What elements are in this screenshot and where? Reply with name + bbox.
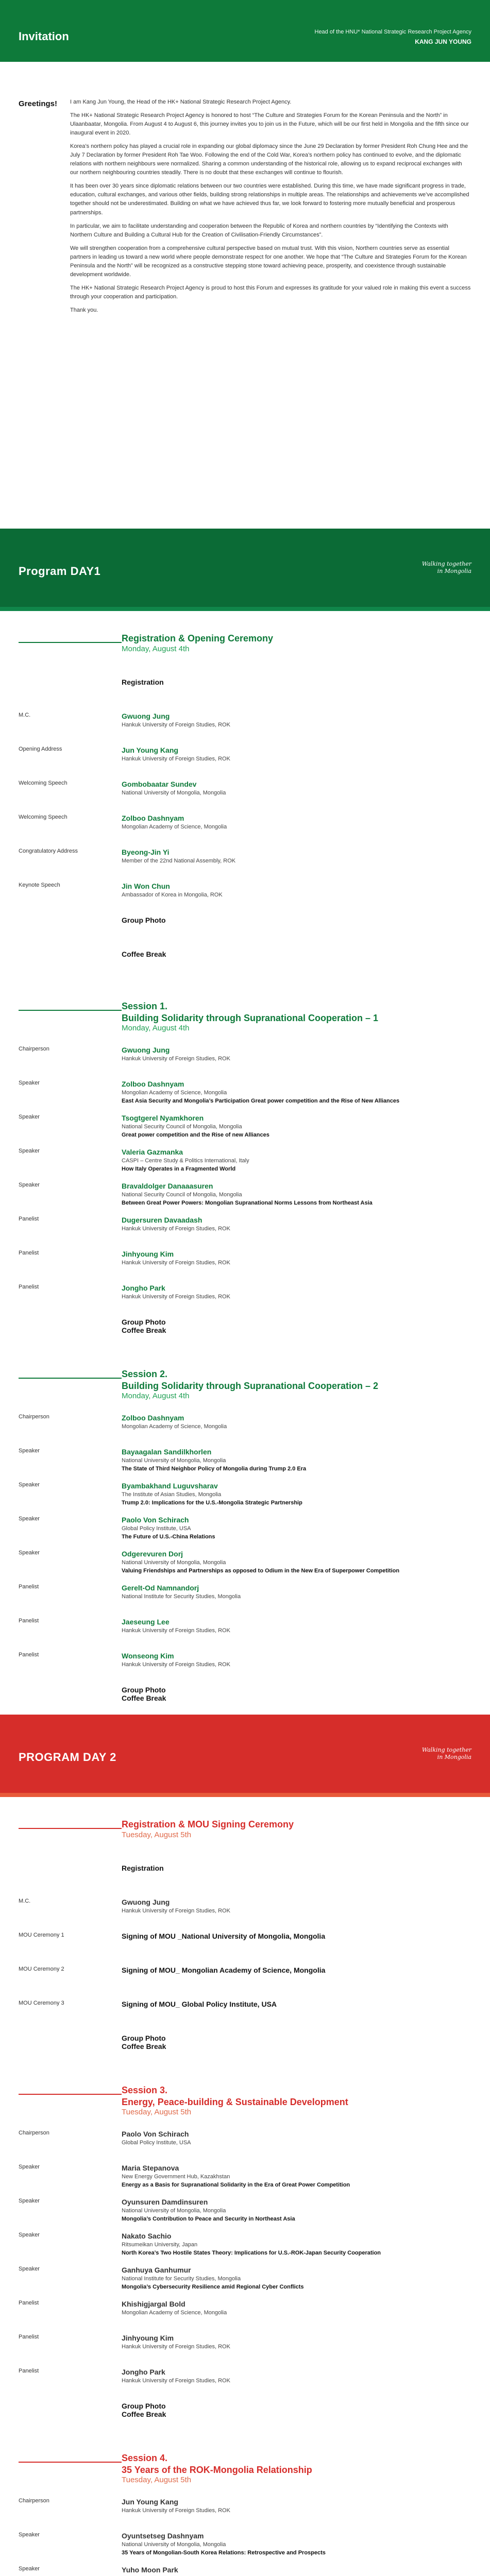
schedule-row [19,2125,471,2159]
row-role: Speaker [19,1148,40,1154]
schedule-row [19,1927,471,1961]
schedule-row [19,809,471,843]
row-content [122,1448,471,1477]
row-role: Chairperson [19,2130,49,2136]
person-name: Dugersuren Davaadash [122,1216,202,1224]
session-rule [19,2094,122,2095]
schedule-row [19,2159,471,2193]
row-role [19,1686,122,1715]
row-role: Speaker [19,1482,40,1488]
schedule-row [19,2295,471,2329]
session-header [19,1347,471,1409]
row-role: Speaker [19,2532,40,2538]
row-role: MOU Ceremony 3 [19,2000,64,2006]
session-date: Tuesday, August 5th [122,2476,192,2484]
row-role: Opening Address [19,746,62,752]
row-content [122,1516,471,1545]
row-role: Panelist [19,2300,39,2306]
schedule-row [19,1443,471,1477]
brand-tagline: Walking together in Mongolia [421,1747,471,1761]
talk-topic: The Future of U.S.-China Relations [122,1534,215,1540]
person-affiliation: Global Policy Institute, USA [122,1526,191,1532]
letter-paragraph: We will strengthen cooperation from a comprehensive cultural perspective based on mutual trust. With this vision, Northern countries serve as essential partners in leading us toward a new world where people demonstrate respect for one another. We hope that “The Culture and Strategies Forum for the Korean Peninsula and the North” will be recognized as a constructive stepping stone toward achieving peace, prosperity, and coexistence through sustainable development worldwide. [70,245,467,278]
greeting: Greetings! [19,99,58,108]
row-role: Chairperson [19,1414,49,1420]
person-affiliation: National University of Mongolia, Mongolia [122,1458,226,1464]
schedule-row [19,2193,471,2227]
row-role: Panelist [19,1250,39,1256]
person-name: Khishigjargal Bold [122,2300,185,2308]
row-content [122,814,471,843]
letter-paragraph: The HK+ National Strategic Research Project Agency is proud to host this Forum and expresses its gratitude for your valued role in making this event a success through your cooperation and participation. [70,284,471,300]
schedule-row [19,1109,471,1143]
session-title-text: Registration & Opening Ceremony [122,633,274,643]
session [0,1797,490,2063]
row-content [122,916,471,945]
letter-paragraph: I am Kang Jun Young, the Head of the HK+ National Strategic Research Project Agency. [70,99,292,105]
agenda-item: Coffee Break [122,950,166,958]
row-content [122,950,471,979]
person-name: Gombobaatar Sundev [122,780,197,788]
invitation-letter [0,62,490,529]
session-date: Tuesday, August 5th [122,2108,192,2116]
row-content [122,2300,471,2329]
row-content [122,1618,471,1647]
schedule-row [19,2363,471,2397]
agenda-item: Group Photo Coffee Break [122,2034,166,2050]
session-rule [19,642,122,643]
talk-topic: How Italy Operates in a Fragmented World [122,1166,236,1172]
row-role: Speaker [19,1550,40,1556]
schedule-row [19,2397,471,2431]
schedule-row [19,2527,471,2561]
agenda-item: Registration [122,678,164,686]
schedule-row [19,1211,471,1245]
session-title [122,1001,378,1033]
row-role: Panelist [19,1618,39,1624]
row-content [122,1966,471,1995]
row-content [122,1318,471,1347]
person-name: Oyunsuren Damdinsuren [122,2198,208,2206]
session-date: Monday, August 4th [122,1392,190,1400]
person-affiliation: Hankuk University of Foreign Studies, ROK [122,2344,230,2350]
person-name: Byambakhand Luguvsharav [122,1482,218,1490]
row-content [122,2000,471,2029]
row-content [122,848,471,877]
person-name: Jongho Park [122,2368,165,2376]
talk-topic: Valuing Friendships and Partnerships as opposed to Odium in the New Era of Superpower Competition [122,1568,400,1574]
agenda-item: Registration [122,1864,164,1872]
row-role: M.C. [19,712,31,718]
row-role: Speaker [19,2232,40,2238]
talk-topic: Between Great Power Powers: Mongolian Supranational Norms Lessons from Northeast Asia [122,1200,373,1206]
row-role: Speaker [19,1080,40,1086]
session-title-text: Session 1. Building Solidarity through Supranational Cooperation – 1 [122,1001,379,1023]
person-name: Bayaagalan Sandilkhorlen [122,1448,212,1456]
invitation-header [0,0,490,62]
letter-paragraph: It has been over 30 years since diplomatic relations between our two countries were established. During this time, we have made significant progress in trade, education, cultural exchanges, and various other fields, building strong relationships in multiple areas. The relationships and achievements we’ve accomplished together should not be underestimated. Building on what we have achieved thus far, we look forward to fostering more mutually beneficial and prosperous partnerships. [70,183,469,216]
schedule-row [19,1893,471,1927]
schedule-row [19,877,471,911]
row-role: Speaker [19,1182,40,1188]
row-content [122,1550,471,1579]
person-affiliation: National Security Council of Mongolia, Mongolia [122,1192,242,1198]
session-rule [19,2462,122,2463]
row-content [122,1652,471,1681]
row-role: Congratulatory Address [19,848,78,854]
session-title-text: Session 4. 35 Years of the ROK-Mongolia Relationship [122,2453,312,2475]
session-header [19,1797,471,1859]
schedule-row [19,1995,471,2029]
session-title [122,1819,294,1840]
person-name: Nakato Sachio [122,2232,172,2240]
row-content [122,2034,471,2063]
person-name: Zolboo Dashnyam [122,1414,184,1422]
schedule-row [19,2261,471,2295]
person-name: Yuho Moon Park [122,2566,178,2574]
person-name: Oyuntsetseg Dashnyam [122,2532,204,2540]
day-accent-bar [0,1793,490,1797]
row-content [122,2498,471,2527]
session [0,2063,490,2431]
person-affiliation: Mongolian Academy of Science, Mongolia [122,824,227,830]
schedule-row [19,1245,471,1279]
row-role: M.C. [19,1898,31,1904]
person-name: Jun Young Kang [122,2498,178,2506]
person-name: Gerelt-Od Namnandorj [122,1584,199,1592]
person-affiliation: National University of Mongolia, Mongolia [122,2541,226,2548]
person-name: Jaeseung Lee [122,1618,170,1626]
row-content [122,2532,471,2561]
person-affiliation: Ambassador of Korea in Mongolia, ROK [122,892,223,898]
row-role: Keynote Speech [19,882,60,888]
row-content [122,1932,471,1961]
session-title-text: Registration & MOU Signing Ceremony [122,1819,294,1829]
session-header [19,979,471,1041]
row-role: Chairperson [19,2498,49,2504]
person-affiliation: Hankuk University of Foreign Studies, ROK [122,1226,230,1232]
invitation-title: Invitation [19,30,69,43]
session [0,979,490,1347]
letter-paragraph: Thank you. [70,307,98,313]
session [0,2431,490,2576]
session-title [122,1368,378,1401]
row-role: Speaker [19,2198,40,2204]
row-role: Panelist [19,1216,39,1222]
talk-topic: Energy as a Basis for Supranational Solidarity in the Era of Great Power Competition [122,2182,350,2188]
talk-topic: 35 Years of Mongolian-South Korea Relations: Retrospective and Prospects [122,2550,326,2556]
schedule-row [19,1279,471,1313]
agenda-item: Group Photo Coffee Break [122,1318,166,1334]
session-rule [19,1378,122,1379]
schedule-row [19,1409,471,1443]
person-affiliation: New Energy Government Hub, Kazakhstan [122,2174,230,2180]
row-content [122,2402,471,2431]
talk-topic: East Asia Security and Mongolia’s Participation Great power competition and the Rise of New Alliances [122,1098,400,1104]
session-title [122,2452,312,2485]
schedule-row [19,1313,471,1347]
person-name: Byeong-Jin Yi [122,848,170,856]
person-name: Paolo Von Schirach [122,1516,189,1524]
talk-topic: Mongolia’s Contribution to Peace and Security in Northeast Asia [122,2216,295,2222]
person-affiliation: National Institute for Security Studies, Mongolia [122,1594,241,1600]
person-affiliation: Mongolian Academy of Science, Mongolia [122,1423,227,1430]
schedule-row [19,673,471,707]
row-content [122,1216,471,1245]
day-label: PROGRAM DAY 2 [19,1751,116,1764]
session-title [122,633,273,654]
schedule-row [19,1041,471,1075]
row-role [19,916,122,945]
schedule-row [19,1511,471,1545]
person-affiliation: National University of Mongolia, Mongolia [122,790,226,796]
row-role [19,2402,122,2431]
person-name: Ganhuya Ganhumur [122,2266,191,2274]
person-affiliation: Hankuk University of Foreign Studies, ROK [122,1628,230,1634]
schedule-row [19,1681,471,1715]
person-name: Jinhyoung Kim [122,2334,174,2342]
schedule-row [19,741,471,775]
person-affiliation: Hankuk University of Foreign Studies, ROK [122,1260,230,1266]
row-content [122,2164,471,2193]
row-content [122,2566,471,2576]
person-name: Valeria Gazmanka [122,1148,183,1156]
person-name: Bravaldolger Danaaasuren [122,1182,213,1190]
talk-topic: North Korea’s Two Hostile States Theory: Implications for U.S.-ROK-Japan Security Cooperation [122,2250,381,2256]
day-banner [0,529,490,611]
schedule-row [19,1961,471,1995]
host-name: KANG JUN YOUNG [415,38,471,45]
person-affiliation: National Institute for Security Studies, Mongolia [122,2276,241,2282]
person-name: Gwuong Jung [122,1046,170,1054]
host-organization: Head of the HNU* National Strategic Research Project Agency [314,29,471,35]
person-affiliation: Global Policy Institute, USA [122,2140,191,2146]
row-role: Panelist [19,1284,39,1290]
person-name: Jin Won Chun [122,882,170,890]
person-name: Tsogtgerel Nyamkhoren [122,1114,204,1122]
person-name: Zolboo Dashnyam [122,814,184,822]
schedule-row [19,1177,471,1211]
row-content [122,1182,471,1211]
person-affiliation: Hankuk University of Foreign Studies, ROK [122,1056,230,1062]
schedule-row [19,2493,471,2527]
person-name: Zolboo Dashnyam [122,1080,184,1088]
schedule-row [19,1477,471,1511]
row-role: Panelist [19,1652,39,1658]
talk-topic: Great power competition and the Rise of new Alliances [122,1132,269,1138]
row-content [122,1686,471,1715]
person-affiliation: Hankuk University of Foreign Studies, ROK [122,722,230,728]
person-affiliation: National University of Mongolia, Mongolia [122,1560,226,1566]
row-role: Welcoming Speech [19,780,67,786]
agenda-item: Signing of MOU _National University of Mongolia, Mongolia [122,1932,326,1940]
row-role [19,2034,122,2063]
row-content [122,1898,471,1927]
row-content [122,1284,471,1313]
letter-body [19,98,471,315]
person-affiliation: Mongolian Academy of Science, Mongolia [122,2310,227,2316]
row-role: MOU Ceremony 2 [19,1966,64,1972]
row-content [122,1080,471,1109]
session-rule [19,1828,122,1829]
row-role: Panelist [19,1584,39,1590]
schedule-row [19,843,471,877]
talk-topic: The State of Third Neighbor Policy of Mongolia during Trump 2.0 Era [122,1466,307,1472]
row-role: MOU Ceremony 1 [19,1932,64,1938]
schedule-row [19,707,471,741]
session [0,1347,490,1715]
row-role: Panelist [19,2368,39,2374]
row-role: Welcoming Speech [19,814,67,820]
row-role: Speaker [19,2566,40,2572]
agenda-item: Group Photo Coffee Break [122,1686,166,1702]
row-role: Speaker [19,2266,40,2272]
session-title-text: Session 2. Building Solidarity through Supranational Cooperation – 2 [122,1369,379,1391]
row-role [19,1318,122,1347]
day-label: Program DAY1 [19,565,101,578]
session-header [19,611,471,673]
person-name: Gwuong Jung [122,712,170,720]
day-banner [0,1715,490,1797]
schedule-row [19,2329,471,2363]
row-content [122,2334,471,2363]
person-name: Odgerevuren Dorj [122,1550,183,1558]
person-affiliation: Hankuk University of Foreign Studies, ROK [122,1908,230,1914]
schedule-row [19,911,471,945]
row-content [122,1250,471,1279]
row-content [122,1482,471,1511]
letter-paragraph: The HK+ National Strategic Research Project Agency is honored to host “The Culture and Strategies Forum for the Korean Peninsula and the North” in Ulaanbaatar, Mongolia. From August 4 to August 6, this journey invites you to join us in the Future, which will be our first held in Mongolia and the fifth since our inaugural event in 2020. [70,112,469,137]
schedule-row [19,2029,471,2063]
row-content [122,1414,471,1443]
person-affiliation: Member of the 22nd National Assembly, ROK [122,858,236,864]
row-content [122,1864,471,1893]
row-content [122,780,471,809]
talk-topic: Mongolia’s Cybersecurity Resilience amid Regional Cyber Conflicts [122,2284,304,2290]
letter-paragraph: In particular, we aim to facilitate understanding and cooperation between the Republic of Korea and northern countries by “Identifying the Contexts with Northern Culture and Building a Cultural Hub for the Creation of Civilisation-Friendly Circumstances”. [70,223,448,238]
session-title [122,2084,348,2117]
row-content [122,2198,471,2227]
schedule-row [19,1859,471,1893]
schedule-row [19,1579,471,1613]
row-content [122,882,471,911]
row-content [122,678,471,707]
schedule-row [19,2561,471,2576]
session-header [19,2063,471,2125]
session-header [19,2431,471,2493]
person-name: Maria Stepanova [122,2164,179,2172]
person-affiliation: National Security Council of Mongolia, Mongolia [122,1124,242,1130]
row-role: Speaker [19,2164,40,2170]
person-name: Gwuong Jung [122,1898,170,1906]
day-accent-bar [0,607,490,611]
row-content [122,2266,471,2295]
person-name: Jun Young Kang [122,746,178,754]
row-role [19,678,122,707]
agenda-item: Signing of MOU_ Mongolian Academy of Science, Mongolia [122,1966,326,1974]
row-content [122,746,471,775]
program-schedule [0,529,490,2576]
person-affiliation: Hankuk University of Foreign Studies, ROK [122,1662,230,1668]
person-affiliation: Mongolian Academy of Science, Mongolia [122,1090,227,1096]
letter-paragraph: Korea’s northern policy has played a crucial role in expanding our global diplomacy since the June 29 Declaration by former President Roh Chung Hee and the July 7 Declaration by former President Roh Tae Woo. Following the end of the Cold War, Korea’s northern policy has continued to evolve, and the diplomatic relations with northern neighbours were normalized. Sharing a common understanding of the historical role, allowing us to expand reciprocal exchanges with our northern neighbouring countries steadily. There is no doubt that these exchanges will continue to flourish. [70,143,468,176]
row-role: Panelist [19,2334,39,2340]
session-rule [19,1010,122,1011]
row-content [122,712,471,741]
row-content [122,1584,471,1613]
session-date: Tuesday, August 5th [122,1830,192,1839]
session-title-text: Session 3. Energy, Peace-building & Sustainable Development [122,2085,348,2107]
schedule-row [19,1075,471,1109]
row-role: Speaker [19,1448,40,1454]
person-affiliation: The Institute of Asian Studies, Mongolia [122,1492,222,1498]
row-content [122,2232,471,2261]
row-role [19,1864,122,1893]
agenda-item: Signing of MOU_ Global Policy Institute, USA [122,2000,277,2008]
schedule-row [19,775,471,809]
row-role: Speaker [19,1114,40,1120]
row-content [122,1148,471,1177]
person-affiliation: CASPI – Centre Study & Politics International, Italy [122,1158,249,1164]
schedule-row [19,1647,471,1681]
session-date: Monday, August 4th [122,644,190,653]
schedule-row [19,1143,471,1177]
person-name: Wonseong Kim [122,1652,174,1660]
row-content [122,2368,471,2397]
person-affiliation: Hankuk University of Foreign Studies, ROK [122,756,230,762]
schedule-row [19,1613,471,1647]
row-role [19,950,122,979]
person-name: Jongho Park [122,1284,165,1292]
row-content [122,2130,471,2159]
brand-tagline: Walking together in Mongolia [421,561,471,575]
person-affiliation: Hankuk University of Foreign Studies, ROK [122,1294,230,1300]
person-affiliation: Hankuk University of Foreign Studies, ROK [122,2378,230,2384]
person-name: Jinhyoung Kim [122,1250,174,1258]
row-role: Speaker [19,1516,40,1522]
person-affiliation: National University of Mongolia, Mongolia [122,2208,226,2214]
schedule-row [19,945,471,979]
agenda-item: Group Photo Coffee Break [122,2402,166,2418]
person-affiliation: Ritsumeikan University, Japan [122,2242,198,2248]
session [0,611,490,979]
schedule-row [19,1545,471,1579]
person-name: Paolo Von Schirach [122,2130,189,2138]
schedule-row [19,2227,471,2261]
row-role: Chairperson [19,1046,49,1052]
row-content [122,1114,471,1143]
agenda-item: Group Photo [122,916,166,924]
talk-topic: Trump 2.0: Implications for the U.S.-Mongolia Strategic Partnership [122,1500,302,1506]
row-content [122,1046,471,1075]
person-affiliation: Hankuk University of Foreign Studies, ROK [122,2507,230,2514]
session-date: Monday, August 4th [122,1024,190,1032]
